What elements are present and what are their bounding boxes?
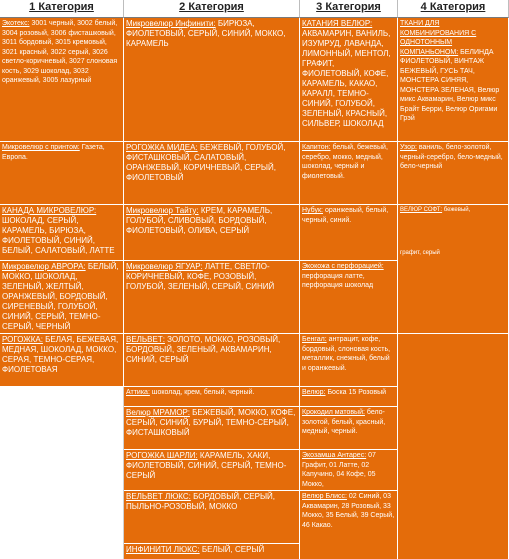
- fabric-bengal: [300, 334, 398, 386]
- fabric-rogozhka: [0, 334, 124, 386]
- fabric-colors: 3001 черный, 3002 белый, 3004 розовый, 3006 фисташковый, 3011 бордовый, 3015 кремовый, 3021 красный, 3022 серый, 3026 светло-коричневый, 3027 слоновая кость, 3029 шоколад, 3032 оранжевый, 3005 лазурный: [2, 20, 118, 84]
- fabric-nubuk: [300, 205, 398, 260]
- fabric-title: РОГОЖКА МИДЕА:: [126, 143, 198, 152]
- fabric-colors: бело-золотой, белый, красный, медный, черный.: [302, 409, 386, 435]
- fabric-colors: АКВАМАРИН, ВАНИЛЬ, ИЗУМРУД, ЛАВАНДА, ЛИМОННЫЙ, МЕНТОЛ, ГРАФИТ, ФИОЛЕТОВЫЙ, КОФЕ, КАРАМЕЛЬ, КАКАО, КАРАЛЛ, ТЕМНО-СИНИЙ, ГОЛУБОЙ, ЗЕЛЕНЫЙ, КРАСНЫЙ, СИЛЬВЕР, ШОКОЛАД: [302, 29, 391, 128]
- fabric-title: Узор:: [400, 144, 417, 151]
- fabric-velvet: [124, 334, 300, 386]
- fabric-uzor: [398, 142, 509, 204]
- fabric-colors: шоколад, крем, белый, черный.: [149, 389, 255, 396]
- fabric-title: ИНФИНИТИ ЛЮКС:: [126, 545, 200, 554]
- fabric-title: Экозамша Антарес:: [302, 452, 367, 459]
- fabric-colors: белый, бежевый, серебро, мокко, медный, шоколад, черный и фиолетовый.: [302, 144, 388, 180]
- fabric-colors: 07 Графит, 01 Латте, 02 Капучино, 04 Кофе, 05 Мокко,: [302, 452, 376, 488]
- fabric-colors: антрацит, кофе, бордовый, слоновая кость, металлик, снежный, белый и оранжевый.: [302, 336, 391, 372]
- empty-orange-cell: [398, 334, 509, 559]
- fabric-colors: БЕЛАЯ, БЕЖЕВАЯ, МЕДНАЯ, ШОКОЛАД, МОККО, СЕРАЯ, ТЕМНО-СЕРАЯ, ФИОЛЕТОВАЯ: [2, 335, 119, 374]
- category-1-header: 1 Категория: [0, 0, 124, 18]
- fabric-title: ВЕЛЮР СОФТ:: [400, 207, 443, 213]
- empty-cell: [0, 387, 124, 559]
- fabric-title: Бенгал:: [302, 336, 327, 343]
- fabric-velour-boska: [300, 387, 398, 406]
- category-4-column: [398, 0, 509, 559]
- fabric-title: Крокодил матовый:: [302, 409, 365, 416]
- fabric-title: Экотекс:: [2, 20, 30, 27]
- fabric-colors: КАРАМЕЛЬ, ХАКИ, ФИОЛЕТОВЫЙ, СИНИЙ, СЕРЫЙ, ТЕМНО-СЕРЫЙ: [126, 451, 287, 480]
- fabric-colors: КРЕМ, КАРАМЕЛЬ, ГОЛУБОЙ, СЛИВОВЫЙ, БОРДОВЫЙ, ФИОЛЕТОВЫЙ, ОЛИВА, СЕРЫЙ: [126, 206, 273, 235]
- category-3-column: [300, 0, 398, 559]
- fabric-avrora: [0, 261, 124, 333]
- fabric-mramor: [124, 407, 300, 449]
- fabric-title: ТКАНИ ДЛЯ КОМБИНИРОВАНИЯ С ОДНОТОННЫМ КОМПАНЬОНОМ:: [400, 20, 477, 56]
- fabric-title: Аттика:: [126, 389, 150, 396]
- category-3-header: 3 Категория: [300, 0, 398, 18]
- fabric-colors-continued: графит, серый: [400, 249, 440, 256]
- fabric-title: ВЕЛЬВЕТ ЛЮКС:: [126, 492, 191, 501]
- fabric-sharli: [124, 450, 300, 490]
- fabric-colors: бежевый,: [442, 207, 471, 213]
- fabric-attika: [124, 387, 300, 406]
- fabric-colors: БИРЮЗА, ФИОЛЕТОВЫЙ, СЕРЫЙ, СИНИЙ, МОККО, КАРАМЕЛЬ: [126, 19, 286, 48]
- fabric-katania: [300, 18, 398, 141]
- fabric-velvet-lux: [124, 491, 300, 543]
- fabric-title: РОГОЖКА ШАРЛИ:: [126, 451, 198, 460]
- fabric-title: Капитон:: [302, 144, 331, 151]
- fabric-combination: [398, 18, 509, 141]
- category-1-column: [0, 0, 124, 559]
- fabric-colors: БЕЖЕВЫЙ, ГОЛУБОЙ, ФИСТАШКОВЫЙ, САЛАТОВЫЙ, ОРАНЖЕВЫЙ, КОРИЧНЕВЫЙ, СЕРЫЙ, ФИОЛЕТОВЫЙ: [126, 143, 286, 182]
- fabric-colors: 02 Синий, 03 Аквамарин, 28 Розовый, 33 Мокко, 35 Белый, 39 Серый, 46 Какао.: [302, 493, 395, 529]
- fabric-title: Нубук:: [302, 207, 323, 214]
- fabric-title: Экокожа с перфорацией:: [302, 263, 384, 270]
- fabric-colors: оранжевый, белый, черный, синий.: [302, 207, 389, 224]
- fabric-title: РОГОЖКА:: [2, 335, 43, 344]
- fabric-colors: перфорация латте, перфорация шоколад: [302, 272, 374, 289]
- fabric-title: Микровелюр Тайту:: [126, 206, 199, 215]
- fabric-colors: ЛАТТЕ, СВЕТЛО-КОРИЧНЕВЫЙ, КОФЕ, РОЗОВЫЙ, ГОЛУБОЙ, ЗЕЛЕНЫЙ, СЕРЫЙ, СИНИЙ: [126, 262, 275, 291]
- fabric-colors: БЕЖЕВЫЙ, МОККО, КОФЕ, СЕРЫЙ, СИНИЙ, БУРЫЙ, ТЕМНО-СЕРЫЙ, ФИСТАШКОВЫЙ: [126, 408, 296, 437]
- fabric-colors: Газета, Европа.: [2, 144, 105, 161]
- fabric-colors: БОРДОВЫЙ, СЕРЫЙ, ПЫЛЬНО-РОЗОВЫЙ, МОККО: [126, 492, 276, 511]
- fabric-title: Велюр:: [302, 389, 326, 396]
- fabric-velour-soft: [398, 205, 509, 333]
- fabric-colors: Боска 15 Розовый: [325, 389, 387, 396]
- fabric-colors: ЗОЛОТО, МОККО, РОЗОВЫЙ, БОРДОВЫЙ, ЗЕЛЕНЫЙ, АКВАМАРИН, СИНИЙ, СЕРЫЙ: [126, 335, 281, 364]
- fabric-infiniti: [124, 18, 300, 141]
- fabric-microvelour-print: [0, 142, 124, 204]
- category-2-column: [124, 0, 300, 559]
- fabric-title: Микровелюр АВРОРА:: [2, 262, 86, 271]
- fabric-bliss: [300, 491, 398, 559]
- fabric-colors: БЕЛЫЙ, МОККО, ШОКОЛАД, ЗЕЛЕНЫЙ, ЖЕЛТЫЙ, ОРАНЖЕВЫЙ, БОРДОВЫЙ, СИРЕНЕВЫЙ, ГОЛУБОЙ, СИНИЙ, СЕРЫЙ, ТЕМНО-СЕРЫЙ, ЧЕРНЫЙ: [2, 262, 119, 331]
- fabric-title: Велюр МРАМОР:: [126, 408, 190, 417]
- fabric-title: Микровелюр ЯГУАР:: [126, 262, 203, 271]
- fabric-colors: БЕЛЫЙ, СЕРЫЙ: [199, 545, 265, 554]
- fabric-title: Велюр Блисс:: [302, 493, 347, 500]
- fabric-title: ВЕЛЬВЕТ:: [126, 335, 165, 344]
- fabric-kapiton: [300, 142, 398, 204]
- fabric-midea: [124, 142, 300, 204]
- fabric-crocodile: [300, 407, 398, 449]
- fabric-title: КАТАНИЯ ВЕЛЮР:: [302, 19, 373, 28]
- fabric-title: Микровелюр Инфинити:: [126, 19, 216, 28]
- fabric-antares: [300, 450, 398, 490]
- fabric-colors: ваниль, бело-золотой, черный-серебро, бело-медный, бело-черный: [400, 144, 503, 170]
- fabric-colors: ШОКОЛАД, СЕРЫЙ, КАРАМЕЛЬ, БИРЮЗА, ФИОЛЕТОВЫЙ, СИНИЙ, БЕЛЫЙ, САЛАТОВЫЙ, ЛАТТЕ: [2, 216, 115, 255]
- fabric-yaguar: [124, 261, 300, 333]
- fabric-title: Микровелюр с принтом:: [2, 144, 80, 151]
- fabric-title: КАНАДА МИКРОВЕЛЮР:: [2, 206, 97, 215]
- fabric-infiniti-lux: [124, 544, 300, 559]
- fabric-taytu: [124, 205, 300, 260]
- fabric-ecotex: [0, 18, 124, 141]
- fabric-colors: БЕЛИНДА ФИОЛЕТОВЫЙ, ВИНТАЖ БЕЖЕВЫЙ, ГУСЬ ТАЧ, МОНСТЕРА СИНЯЯ, МОНСТЕРА ЗЕЛЕНАЯ, Велюр микс Аквамарин, Велюр микс Брайт Берри, Велюр Оригами Грэй: [400, 48, 500, 122]
- fabric-kanada: [0, 205, 124, 260]
- category-2-header: 2 Категория: [124, 0, 300, 18]
- category-4-header: 4 Категория: [398, 0, 509, 18]
- fabric-ecoleather-perforated: [300, 261, 398, 333]
